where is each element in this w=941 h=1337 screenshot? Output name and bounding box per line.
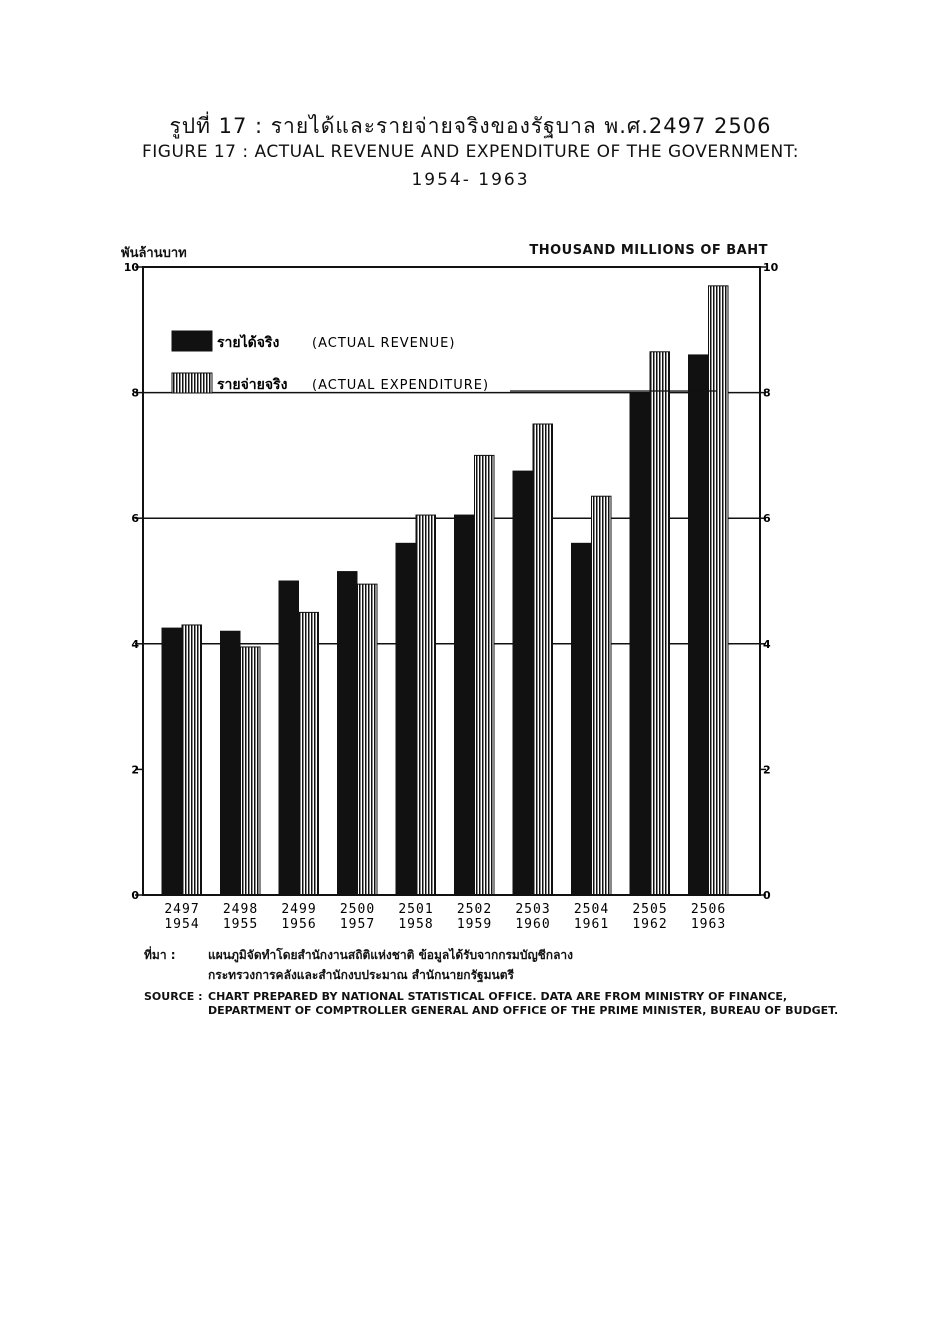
legend-swatch [172, 373, 212, 393]
x-tick-label-thai-year: 2505 [632, 902, 668, 917]
expenditure-bar [475, 455, 495, 895]
x-tick-label-gregorian-year: 1955 [222, 917, 259, 932]
title-years: 1954- 1963 [411, 170, 530, 190]
y-tick-label-left: 2 [131, 763, 139, 777]
y-tick-label-right: 0 [763, 889, 771, 902]
y-tick-label-right: 8 [763, 386, 771, 400]
y-tick-label-left: 10 [123, 261, 139, 274]
x-tick-label-thai-year: 2504 [573, 902, 610, 917]
legend-label-thai: รายจ่ายจริง [217, 377, 288, 393]
expenditure-bar [592, 496, 612, 895]
x-tick-label-thai-year: 2500 [339, 902, 376, 917]
x-tick-label-gregorian-year: 1957 [339, 917, 376, 932]
source-thai-line-2: กระทรวงการคลังและสำนักงบประมาณ สำนักนายกรัฐมนตรี [208, 968, 514, 982]
expenditure-bar [182, 625, 202, 895]
legend-label-thai: รายได้จริง [217, 335, 280, 351]
expenditure-bar [416, 515, 436, 895]
source-thai-text-1: แผนภูมิจัดทำโดยสำนักงานสถิติแห่งชาติ ข้อมูลได้รับจากกรมบัญชีกลาง [208, 948, 574, 962]
x-tick-label-gregorian-year: 1961 [573, 917, 610, 932]
revenue-bar [455, 515, 475, 895]
y-axis-unit-english: THOUSAND MILLIONS OF BAHT [529, 243, 768, 258]
y-tick-label-left: 6 [131, 512, 139, 526]
y-tick-label-right: 2 [763, 763, 771, 777]
x-tick-label-thai-year: 2506 [690, 902, 727, 917]
revenue-bar [689, 355, 709, 895]
y-tick-label-right: 4 [763, 637, 771, 651]
legend-label-english: (ACTUAL EXPENDITURE) [312, 378, 490, 393]
revenue-bar [396, 543, 416, 895]
x-tick-label-gregorian-year: 1954 [164, 917, 200, 932]
revenue-bar [338, 572, 358, 895]
legend-label-english: (ACTUAL REVENUE) [312, 336, 456, 351]
revenue-bar [162, 628, 182, 895]
y-tick-label-right: 6 [763, 512, 771, 526]
source-label-thai: ที่มา : [144, 948, 176, 962]
revenue-bar [279, 581, 299, 895]
y-tick-label-left: 8 [131, 386, 139, 400]
y-tick-label-left: 0 [131, 889, 139, 902]
y-tick-label-right: 10 [763, 261, 779, 274]
legend-swatch [172, 331, 212, 351]
expenditure-bar [241, 647, 261, 895]
revenue-bar [513, 471, 533, 895]
x-tick-label-thai-year: 2503 [515, 902, 551, 917]
revenue-bar [630, 393, 650, 895]
x-tick-label-gregorian-year: 1960 [515, 917, 551, 932]
revenue-bar [221, 631, 241, 895]
source-english-line-1 [144, 990, 787, 1003]
expenditure-bar [533, 424, 553, 895]
expenditure-bar [358, 584, 378, 895]
x-tick-label-thai-year: 2497 [164, 902, 200, 917]
x-tick-label-thai-year: 2498 [222, 902, 259, 917]
source-english-line-2: DEPARTMENT OF COMPTROLLER GENERAL AND OFFICE OF THE PRIME MINISTER, BUREAU OF BUDGET. [208, 1004, 839, 1017]
x-tick-label-thai-year: 2501 [398, 902, 434, 917]
y-axis-unit-thai: พันล้านบาท [121, 246, 187, 261]
source-label-english: SOURCE : [144, 990, 203, 1003]
title-thai: รูปที่ 17 : รายได้และรายจ่ายจริงของรัฐบาล พ.ศ.2497 2506 [169, 114, 772, 138]
x-tick-label-gregorian-year: 1959 [456, 917, 493, 932]
y-tick-label-left: 4 [131, 637, 139, 651]
x-tick-label-thai-year: 2502 [456, 902, 493, 917]
expenditure-bar [709, 286, 729, 895]
x-tick-label-gregorian-year: 1956 [281, 917, 317, 932]
x-tick-label-gregorian-year: 1958 [398, 917, 434, 932]
x-tick-label-gregorian-year: 1963 [690, 917, 727, 932]
source-english-text-1: CHART PREPARED BY NATIONAL STATISTICAL OFFICE. DATA ARE FROM MINISTRY OF FINANCE, [208, 990, 788, 1003]
expenditure-bar [650, 352, 670, 895]
revenue-bar [572, 543, 592, 895]
bar-chart [110, 255, 779, 935]
source-thai-line-1 [144, 946, 573, 965]
x-tick-label-gregorian-year: 1962 [632, 917, 668, 932]
title-english: FIGURE 17 : ACTUAL REVENUE AND EXPENDITURE OF THE GOVERNMENT: [141, 142, 800, 162]
expenditure-bar [299, 612, 319, 895]
x-tick-label-thai-year: 2499 [281, 902, 317, 917]
